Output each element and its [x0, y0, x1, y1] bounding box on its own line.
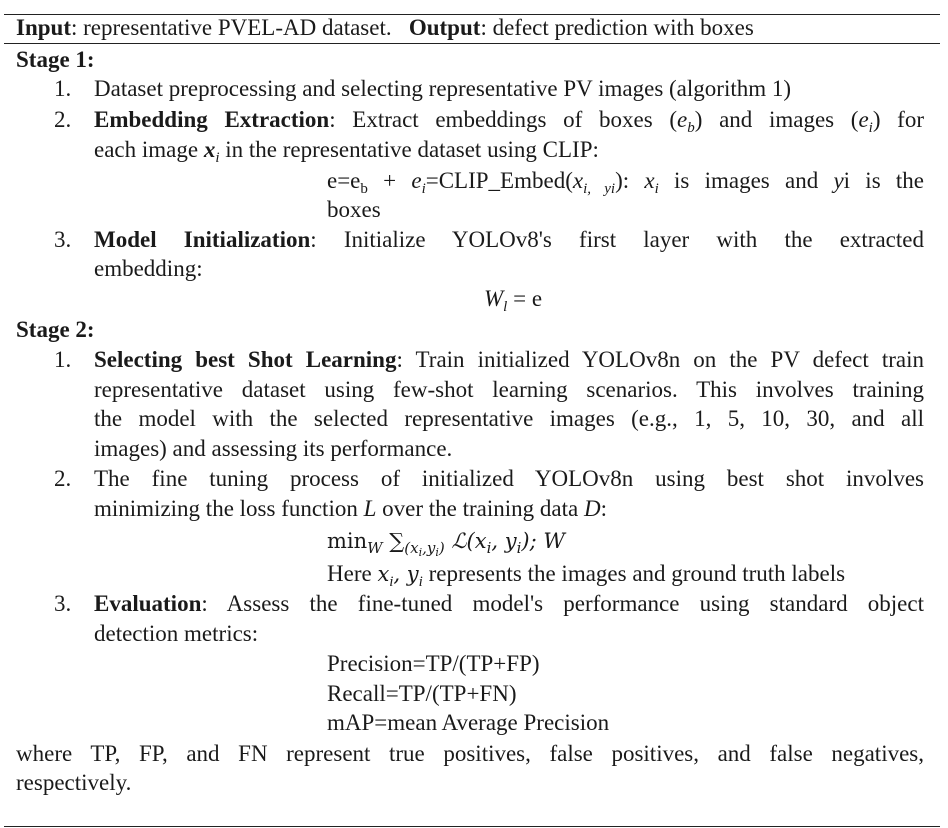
header-line — [16, 13, 754, 43]
s2-item1-bold: Selecting best Shot Learning — [94, 347, 397, 372]
output-text: : defect prediction with boxes — [480, 15, 754, 40]
s1-item1-num: 1. — [54, 76, 72, 101]
s2-item2-num: 2. — [54, 466, 72, 491]
recall-formula: Recall=TP/(TP+FN) — [327, 681, 517, 706]
s2-item1-line3: the model with the selected representative images (e.g., 1, 5, 10, 30, and all — [94, 406, 924, 431]
s2-item3-num: 3. — [54, 591, 72, 616]
s2-item1-line1: Selecting best Shot Learning: Train initialized YOLOv8n on the PV defect train — [94, 347, 925, 372]
s1-item3-formula: $W_l = e$ — [484, 286, 543, 315]
s2-item1-line2: representative dataset using few-shot learning scenarios. This involves training — [94, 377, 924, 402]
map-formula: mAP=mean Average Precision — [327, 710, 610, 735]
s1-item2-num: 2. — [54, 107, 72, 132]
s1-item1 — [54, 74, 71, 104]
s1-item3-line2: embedding: — [94, 256, 203, 281]
s2-item2-line2: minimizing the loss function L over the training data D: — [94, 496, 607, 521]
s1-item3-bold: Model Initialization — [94, 227, 311, 252]
s1-item2-line2: each image $x_i$ in the representative dataset using CLIP: — [94, 137, 599, 166]
precision-formula: Precision=TP/(TP+FP) — [327, 651, 540, 676]
s1-item3-line1: Model Initialization: Initialize YOLOv8's first layer with the extracted — [94, 227, 924, 252]
s1-item2-formula-cont: boxes — [327, 197, 381, 222]
stage2-title: Stage 2: — [16, 317, 95, 342]
s1-item2-bold: Embedding Extraction — [94, 107, 330, 132]
bottom-rule — [4, 826, 940, 827]
s2-item1-line4: images) and assessing its performance. — [94, 436, 453, 461]
s1-item2-line1: Embedding Extraction: Extract embeddings of boxes $(e_b)$ and images $(e_i)$ for — [94, 107, 924, 136]
s2-item3-line1: Evaluation: Assess the fine-tuned model's performance using standard object — [94, 591, 924, 616]
input-label: Input — [16, 15, 71, 40]
s1-item3-num: 3. — [54, 227, 72, 252]
header-rule — [4, 43, 940, 44]
input-text: : representative PVEL-AD dataset. — [70, 15, 392, 40]
s2-item2-line1: The fine tuning process of initialized YOLOv8n using best shot involves — [94, 466, 924, 491]
s1-item1-text: Dataset preprocessing and selecting representative PV images (algorithm 1) — [94, 76, 792, 101]
stage1-title: Stage 1: — [16, 47, 95, 72]
footer-line1: where TP, FP, and FN represent true positives, false positives, and false negatives, — [16, 741, 924, 766]
s2-item3-line2: detection metrics: — [94, 621, 259, 646]
s2-item3-bold: Evaluation — [94, 591, 202, 616]
footer-line2: respectively. — [16, 770, 132, 795]
s2-loss-formula: $\min_W \sum_{(xi,yi)}$ $ℒ(x_i$, $y_i$); W — [327, 529, 565, 559]
s1-item2-formula: $e=e_b$ + $e_i=CLIP\_Embed(x_{i,}$ $_{yi}$): $x_i$ is images and yi is the — [327, 168, 924, 197]
s2-item1-num: 1. — [54, 347, 72, 372]
s2-here-line: Here $x_i$, $y_i$ represents the images and ground truth labels — [327, 561, 846, 590]
output-label: Output — [408, 15, 481, 40]
